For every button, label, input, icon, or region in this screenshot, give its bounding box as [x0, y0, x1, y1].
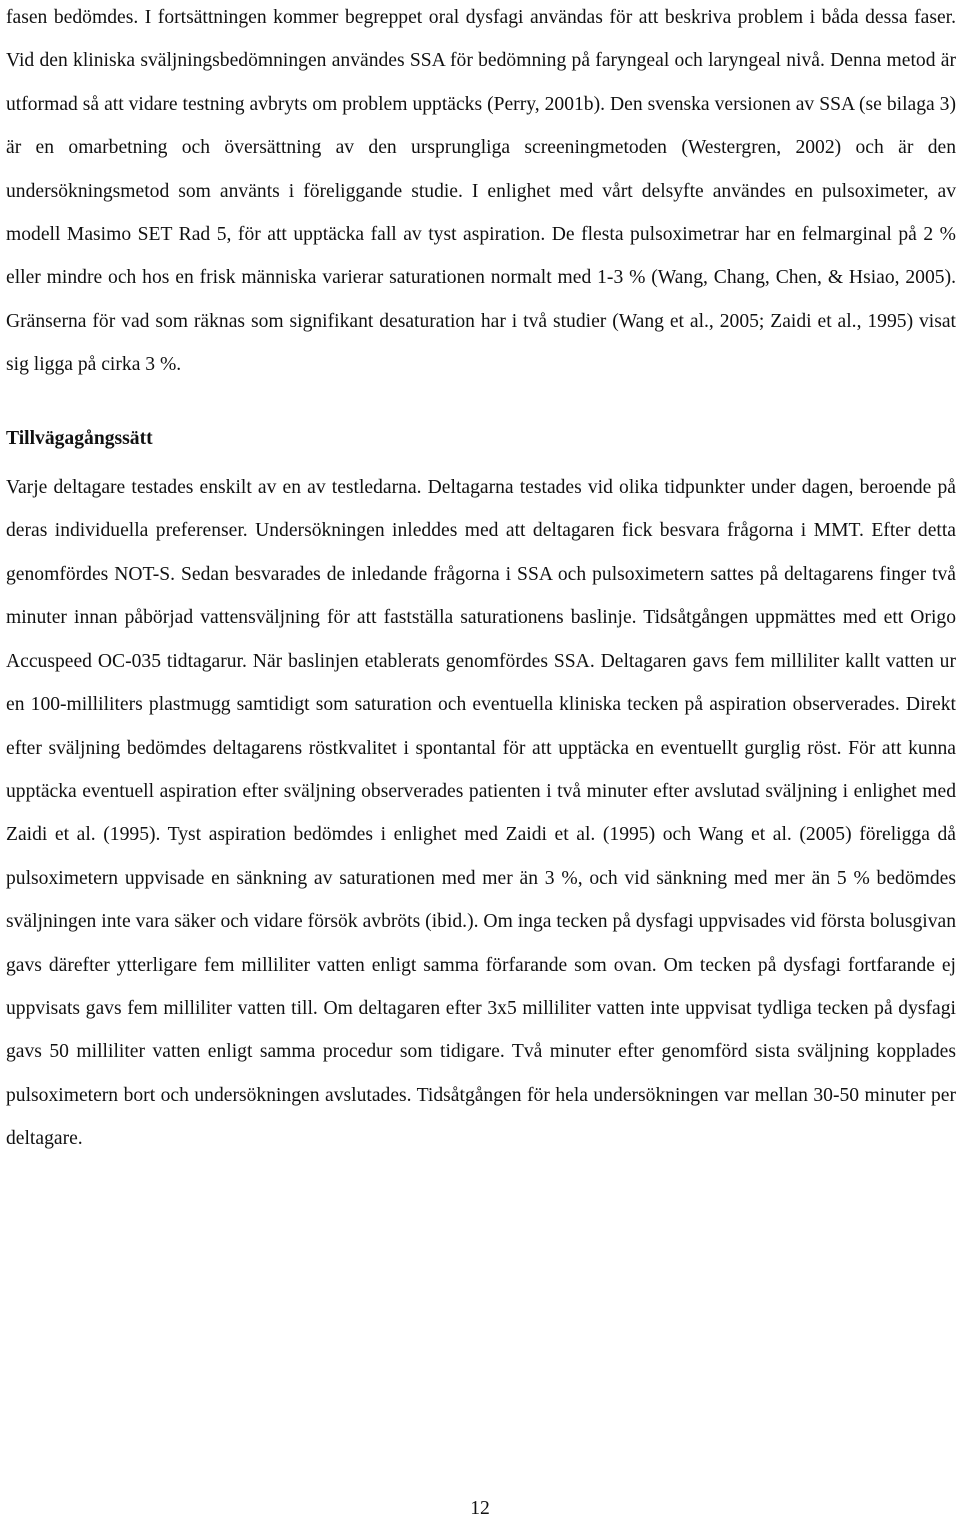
body-paragraph-1: fasen bedömdes. I fortsättningen kommer begreppet oral dysfagi användas för att beskriva problem i båda dessa faser. Vid den kliniska sväljningsbedömningen användes SSA för bedömning på faryngeal och laryngeal nivå. Denna metod är utformad så att vidare testning avbryts om problem upptäcks (Perry, 2001b). Den svenska versionen av SSA (se bilaga 3) är en omarbetning och översättning av den ursprungliga screeningmetoden (Westergren, 2002) och är den undersökningsmetod som använts i föreliggande studie. I enlighet med vårt delsyfte användes en pulsoximeter, av modell Masimo SET Rad 5, för att upptäcka fall av tyst aspiration. De flesta pulsoximetrar har en felmarginal på 2 % eller mindre och hos en frisk människa varierar saturationen normalt med 1-3 % (Wang, Chang, Chen, & Hsiao, 2005). Gränserna för vad som räknas som signifikant desaturation har i två studier (Wang et al., 2005; Zaidi et al., 1995) visat sig ligga på cirka 3 %.	[6, 7, 956, 376]
document-page	[6, 0, 956, 1161]
body-paragraph-2: Varje deltagare testades enskilt av en av testledarna. Deltagarna testades vid olika tidpunkter under dagen, beroende på deras individuella preferenser. Undersökningen inleddes med att deltagaren fick besvara frågorna i MMT. Efter detta genomfördes NOT-S. Sedan besvarades de inledande frågorna i SSA och pulsoximetern sattes på deltagarens finger två minuter innan påbörjad vattensväljning för att fastställa saturationens baslinje. Tidsåtgången uppmättes med ett Origo Accuspeed OC-035 tidtagarur. När baslinjen etablerats genomfördes SSA. Deltagaren gavs fem milliliter kallt vatten ur en 100-milliliters plastmugg samtidigt som saturation och eventuella kliniska tecken på aspiration observerades. Direkt efter sväljning bedömdes deltagarens röstkvalitet i spontantal för att upptäcka en eventuellt gurglig röst. För att kunna upptäcka eventuell aspiration efter sväljning observerades patienten i två minuter efter avslutad sväljning i enlighet med Zaidi et al. (1995). Tyst aspiration bedömdes i enlighet med Zaidi et al. (1995) och Wang et al. (2005) föreligga då pulsoximetern uppvisade en sänkning av saturationen med mer än 3 %, och vid sänkning med mer än 5 % bedömdes sväljningen inte vara säker och vidare försök avbröts (ibid.). Om inga tecken på dysfagi uppvisades vid första bolusgivan gavs därefter ytterligare fem milliliter vatten enligt samma förfarande som ovan. Om tecken på dysfagi fortfarande ej uppvisats gavs fem milliliter vatten till. Om deltagaren efter 3x5 milliliter vatten inte uppvisat tydliga tecken på dysfagi gavs 50 milliliter vatten enligt samma procedur som tidigare. Två minuter efter genomförd sista sväljning kopplades pulsoximetern bort och undersökningen avslutades. Tidsåtgången för hela undersökningen var mellan 30-50 minuter per deltagare.	[6, 477, 956, 1150]
section-heading: Tillvägagångssätt	[6, 427, 153, 449]
page-number: 12	[470, 1498, 490, 1519]
